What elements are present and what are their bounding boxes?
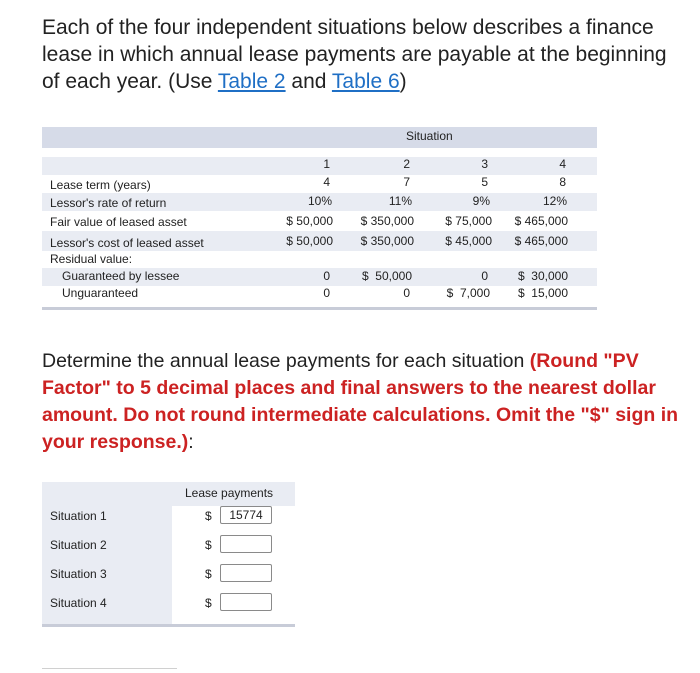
intro-close: ) bbox=[399, 70, 407, 93]
situation-3-input[interactable] bbox=[220, 564, 272, 582]
situation-3-label: Situation 3 bbox=[50, 567, 107, 581]
rounding-instructions: (Round "PV Factor" to 5 decimal places and final answers to the nearest dollar amount. Do not round intermediate calculations. Omit the "$" sign in your response.) bbox=[42, 350, 679, 453]
answer-table bbox=[42, 482, 295, 630]
situation-4-input[interactable] bbox=[220, 593, 272, 611]
cell: $ 30,000 bbox=[517, 269, 568, 283]
lease-payments-header: Lease payments bbox=[185, 486, 274, 500]
row-label: Fair value of leased asset bbox=[50, 215, 187, 229]
lease-data-table bbox=[42, 127, 597, 310]
cell: $ 50,000 bbox=[286, 234, 333, 248]
instructions-colon: : bbox=[188, 431, 194, 453]
situation-2-label: Situation 2 bbox=[50, 538, 107, 552]
table-row bbox=[42, 285, 597, 303]
cell: $ 50,000 bbox=[286, 214, 333, 228]
cell: 5 bbox=[481, 175, 488, 189]
cell: $ 50,000 bbox=[361, 269, 412, 283]
instructions bbox=[42, 348, 692, 456]
table-row bbox=[42, 268, 597, 286]
cell: 0 bbox=[481, 269, 488, 283]
cell: $ 350,000 bbox=[360, 234, 414, 248]
cell: $ 350,000 bbox=[360, 214, 414, 228]
cell: $ 7,000 bbox=[446, 286, 490, 300]
table-row bbox=[42, 231, 597, 251]
table-row bbox=[42, 175, 597, 193]
cell: 7 bbox=[403, 175, 410, 189]
table-row bbox=[42, 251, 597, 269]
instructions-text: Determine the annual lease payments for each situation bbox=[42, 350, 530, 372]
situation-2-input[interactable] bbox=[220, 535, 272, 553]
row-label: Lessor's rate of return bbox=[50, 196, 167, 210]
col-4-number: 4 bbox=[559, 157, 566, 171]
row-label: Lease term (years) bbox=[50, 178, 151, 192]
intro-and: and bbox=[285, 70, 332, 93]
dollar-sign: $ bbox=[205, 509, 212, 523]
situation-header: Situation bbox=[406, 129, 453, 143]
cell: $ 15,000 bbox=[517, 286, 568, 300]
table-row bbox=[42, 193, 597, 211]
cell: $ 75,000 bbox=[445, 214, 492, 228]
table-6-link[interactable]: Table 6 bbox=[331, 70, 400, 93]
cell: $ 465,000 bbox=[514, 214, 568, 228]
divider bbox=[42, 668, 177, 669]
cell: 9% bbox=[472, 194, 490, 208]
table-header bbox=[42, 127, 597, 148]
intro-paragraph bbox=[42, 14, 682, 95]
row-label: Residual value: bbox=[50, 252, 133, 266]
cell: 0 bbox=[403, 286, 410, 300]
col-2-number: 2 bbox=[403, 157, 410, 171]
cell: 0 bbox=[323, 286, 330, 300]
column-number-row bbox=[42, 157, 597, 175]
situation-1-input[interactable] bbox=[220, 506, 272, 524]
situation-1-label: Situation 1 bbox=[50, 509, 107, 523]
row-label: Guaranteed by lessee bbox=[62, 269, 180, 283]
dollar-sign: $ bbox=[205, 567, 212, 581]
dollar-sign: $ bbox=[205, 596, 212, 610]
cell: $ 45,000 bbox=[445, 234, 492, 248]
intro-text: Each of the four independent situations below describes a finance lease in which annual lease payments are payable at the beginning of each year. (Use bbox=[42, 16, 667, 93]
table-bottom-border bbox=[42, 307, 597, 310]
col-1-number: 1 bbox=[323, 157, 330, 171]
cell: $ 465,000 bbox=[514, 234, 568, 248]
table-row bbox=[42, 211, 597, 231]
table-2-link[interactable]: Table 2 bbox=[217, 70, 286, 93]
cell: 4 bbox=[323, 175, 330, 189]
dollar-sign: $ bbox=[205, 538, 212, 552]
situation-4-label: Situation 4 bbox=[50, 596, 107, 610]
answer-table-bottom-border bbox=[42, 624, 295, 627]
row-label: Lessor's cost of leased asset bbox=[50, 236, 204, 250]
row-label: Unguaranteed bbox=[62, 286, 139, 300]
cell: 0 bbox=[323, 269, 330, 283]
cell: 11% bbox=[388, 194, 412, 208]
cell: 8 bbox=[559, 175, 566, 189]
cell: 10% bbox=[307, 194, 332, 208]
col-3-number: 3 bbox=[481, 157, 488, 171]
cell: 12% bbox=[542, 194, 567, 208]
